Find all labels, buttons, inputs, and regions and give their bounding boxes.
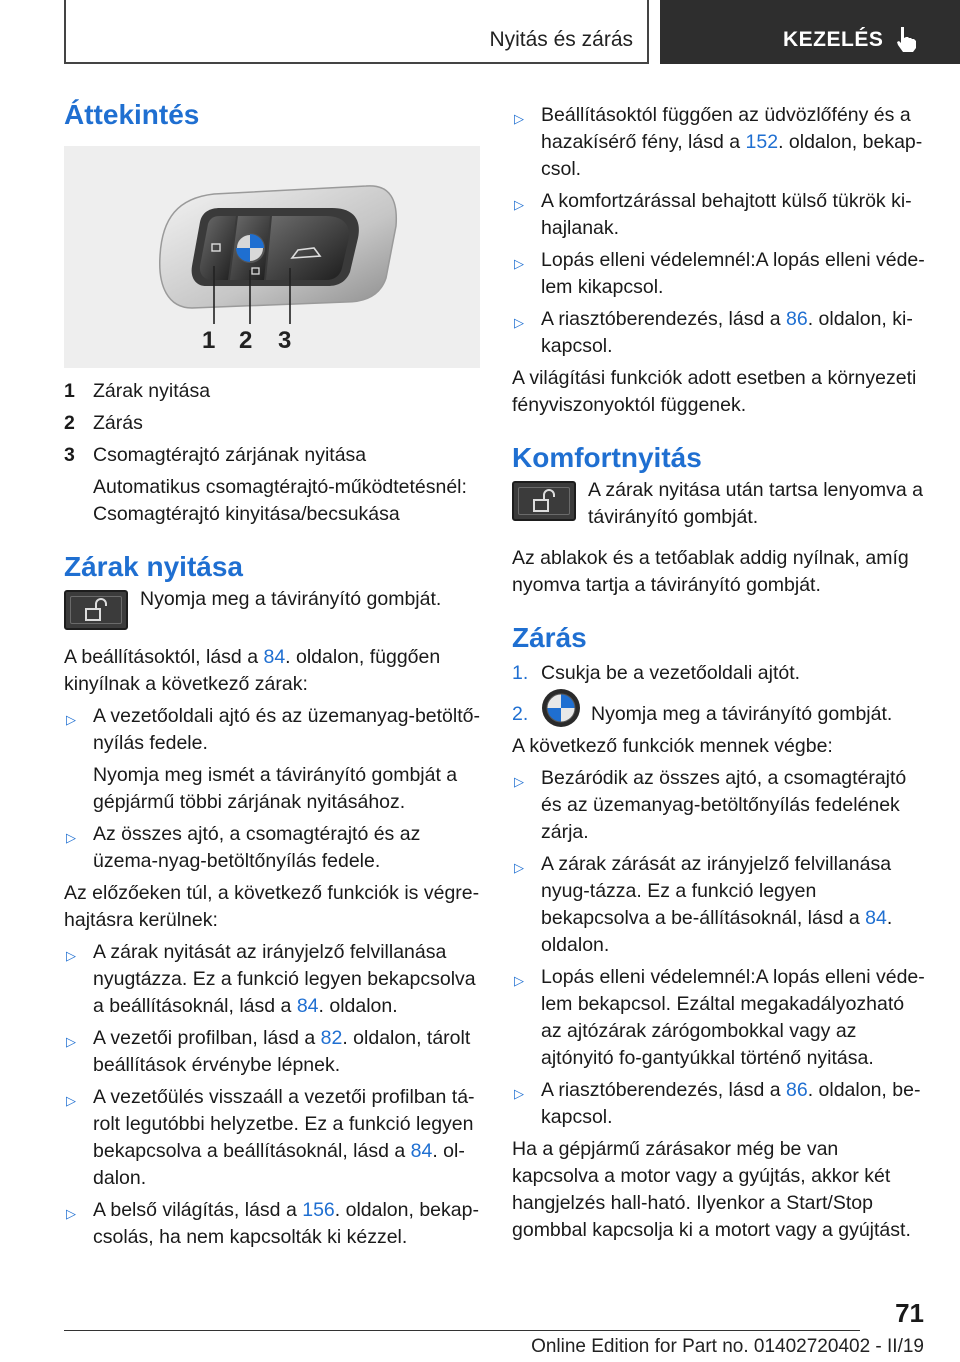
bullet-triangle-icon: ▷ bbox=[66, 712, 76, 727]
figure-label-1: 1 bbox=[202, 327, 216, 354]
list-item: ▷ Beállításoktól függően az üdvözlőfény és a hazakísérő fény, lásd a 152. oldalon, bekap-csol. bbox=[512, 102, 928, 183]
list-item: ▷ A zárak nyitását az irányjelző felvillanása nyugtázza. Ez a funkció legyen bekapcsolva a beállításoknál, lásd a 84. oldalon. bbox=[64, 939, 480, 1020]
list-item: ▷ Lopás elleni védelemnél:A lopás elleni véde-lem bekapcsol. Ezáltal megakadályozható az ajtózárak zárógombokkal vagy az ajtónyitó fo-gantyúkkal történő nyitása. bbox=[512, 964, 928, 1072]
bullet-triangle-icon: ▷ bbox=[514, 315, 524, 330]
legend-number: 1 bbox=[64, 380, 75, 402]
list-item: ▷ Bezáródik az összes ajtó, a csomagtérajtó és az üzemanyag-betöltőnyílás fedelének zárja. bbox=[512, 765, 928, 846]
list-item: ▷ A vezetőoldali ajtó és az üzemanyag-betöltő-nyílás fedele. bbox=[64, 703, 480, 757]
bullet-triangle-icon: ▷ bbox=[66, 1034, 76, 1049]
comfort-heading: Komfortnyitás bbox=[512, 442, 702, 473]
figure-label-3: 3 bbox=[278, 327, 292, 354]
lock-heading: Zárás bbox=[512, 622, 587, 653]
following-para: A következő funkciók mennek végbe: bbox=[512, 735, 833, 757]
page-link[interactable]: 86 bbox=[785, 308, 808, 330]
step-item: 2. Nyomja meg a távirányító gombját. bbox=[512, 701, 928, 728]
key-figure bbox=[64, 146, 480, 368]
right-column bbox=[512, 102, 928, 1244]
bullet-triangle-icon: ▷ bbox=[66, 1093, 76, 1108]
page-link[interactable]: 84 bbox=[263, 646, 286, 668]
unlock-button-icon bbox=[64, 590, 128, 630]
overview-heading: Áttekintés bbox=[64, 99, 200, 130]
step-number: 2. bbox=[512, 703, 529, 725]
bmw-logo-icon bbox=[541, 688, 581, 728]
unlock-intro: A beállításoktól, lásd a 84. oldalon, függően kinyílnak a következő zárak: bbox=[64, 646, 441, 695]
bullet-triangle-icon: ▷ bbox=[514, 774, 524, 789]
page-link[interactable]: 82 bbox=[320, 1027, 343, 1049]
page-link[interactable]: 152 bbox=[745, 131, 779, 153]
bullet-triangle-icon: ▷ bbox=[514, 1086, 524, 1101]
bullet-triangle-icon: ▷ bbox=[514, 197, 524, 212]
comfort-instruction-block bbox=[512, 477, 928, 531]
unlock-heading: Zárak nyitása bbox=[64, 551, 243, 582]
page-link[interactable]: 84 bbox=[296, 995, 319, 1017]
page-link[interactable]: 156 bbox=[302, 1199, 335, 1221]
legend-item bbox=[64, 378, 480, 405]
list-item: ▷ A riasztóberendezés, lásd a 86. oldalon, ki-kapcsol. bbox=[512, 306, 928, 360]
figure-label-2: 2 bbox=[239, 327, 253, 354]
list-item: ▷ Az összes ajtó, a csomagtérajtó és az üzema-nyag-betöltőnyílás fedele. bbox=[64, 821, 480, 875]
page-link[interactable]: 84 bbox=[865, 907, 887, 929]
legend-text: Zárás bbox=[93, 412, 143, 434]
header-title-box bbox=[64, 0, 649, 64]
list-item: ▷ A belső világítás, lásd a 156. oldalon, bekap-csolás, ha nem kapcsolták ki kézzel. bbox=[64, 1197, 480, 1251]
bullet-triangle-icon: ▷ bbox=[514, 256, 524, 271]
unlock-instruction: Nyomja meg a távirányító gombját. bbox=[140, 588, 442, 610]
section-title: KEZELÉS bbox=[783, 28, 884, 51]
legend-subtext: Automatikus csomagtérajtó-működtetésnél: Csomagtérajtó kinyitása/becsukása bbox=[93, 476, 467, 525]
legend-number: 3 bbox=[64, 444, 75, 466]
list-subtext: Nyomja meg ismét a távirányító gombját a gépjármű többi zárjának nyitásához. bbox=[93, 764, 458, 813]
list-item: ▷ A komfortzárással behajtott külső tükrök ki-hajlanak. bbox=[512, 188, 928, 242]
unlock-button-icon bbox=[512, 481, 576, 521]
extra-functions-para: Az előzőeken túl, a következő funkciók is végre-hajtásra kerülnek: bbox=[64, 882, 480, 931]
final-para: Ha a gépjármű zárásakor még be van kapcsolva a motor vagy a gyújtás, akkor két hangjelzés hall-ható. Ilyenkor a Start/Stop gombbal kapcsolja ki a motort vagy a gyújtást. bbox=[512, 1138, 911, 1241]
bullet-triangle-icon: ▷ bbox=[514, 860, 524, 875]
list-item: ▷ A vezetői profilban, lásd a 82. oldalon, tárolt beállítások érvénybe lépnek. bbox=[64, 1025, 480, 1079]
page-link[interactable]: 84 bbox=[410, 1140, 433, 1162]
list-item: ▷ Lopás elleni védelemnél:A lopás elleni véde-lem kikapcsol. bbox=[512, 247, 928, 301]
list-item: ▷ A riasztóberendezés, lásd a 86. oldalon, be-kapcsol. bbox=[512, 1077, 928, 1131]
legend-number: 2 bbox=[64, 412, 75, 434]
page-number: 71 bbox=[895, 1298, 924, 1328]
comfort-para: Az ablakok és a tetőablak addig nyílnak, amíg nyomva tartja a távirányító gombját. bbox=[512, 547, 909, 596]
comfort-instruction: A zárak nyitása után tartsa lenyomva a távirányító gombját. bbox=[588, 479, 923, 528]
chapter-title: Nyitás és zárás bbox=[489, 28, 633, 51]
lighting-para: A világítási funkciók adott esetben a környezeti fényviszonyoktól függenek. bbox=[512, 367, 917, 416]
list-item: ▷ A vezetőülés visszaáll a vezetői profilban tá-rolt legutóbbi helyzetbe. Ez a funkció legyen bekapcsolva a beállításoknál, lásd a 84. ol-dalon. bbox=[64, 1084, 480, 1192]
header-section-box bbox=[660, 0, 960, 64]
step-number: 1. bbox=[512, 662, 529, 684]
left-column bbox=[64, 98, 480, 1251]
legend-text: Zárak nyitása bbox=[93, 380, 211, 402]
legend-item bbox=[64, 410, 480, 437]
car-key-illustration bbox=[64, 146, 480, 368]
bullet-triangle-icon: ▷ bbox=[66, 1206, 76, 1221]
bullet-triangle-icon: ▷ bbox=[514, 973, 524, 988]
bullet-triangle-icon: ▷ bbox=[66, 948, 76, 963]
bullet-triangle-icon: ▷ bbox=[514, 111, 524, 126]
unlock-instruction-block bbox=[64, 586, 480, 630]
bullet-triangle-icon: ▷ bbox=[66, 830, 76, 845]
step-item: 1. Csukja be a vezetőoldali ajtót. bbox=[512, 660, 928, 687]
legend-text: Csomagtérajtó zárjának nyitása bbox=[93, 444, 367, 466]
edition-text: Online Edition for Part no. 01402720402 - II/19 bbox=[531, 1336, 924, 1357]
page-link[interactable]: 86 bbox=[785, 1079, 808, 1101]
footer-divider bbox=[64, 1330, 860, 1331]
legend-item bbox=[64, 442, 480, 469]
hand-pointer-icon bbox=[892, 24, 922, 54]
figure-legend bbox=[64, 378, 480, 528]
list-item: ▷ A zárak zárását az irányjelző felvillanása nyug-tázza. Ez a funkció legyen bekapcsolva a be-állításoknál, lásd a 84. oldalon. bbox=[512, 851, 928, 959]
